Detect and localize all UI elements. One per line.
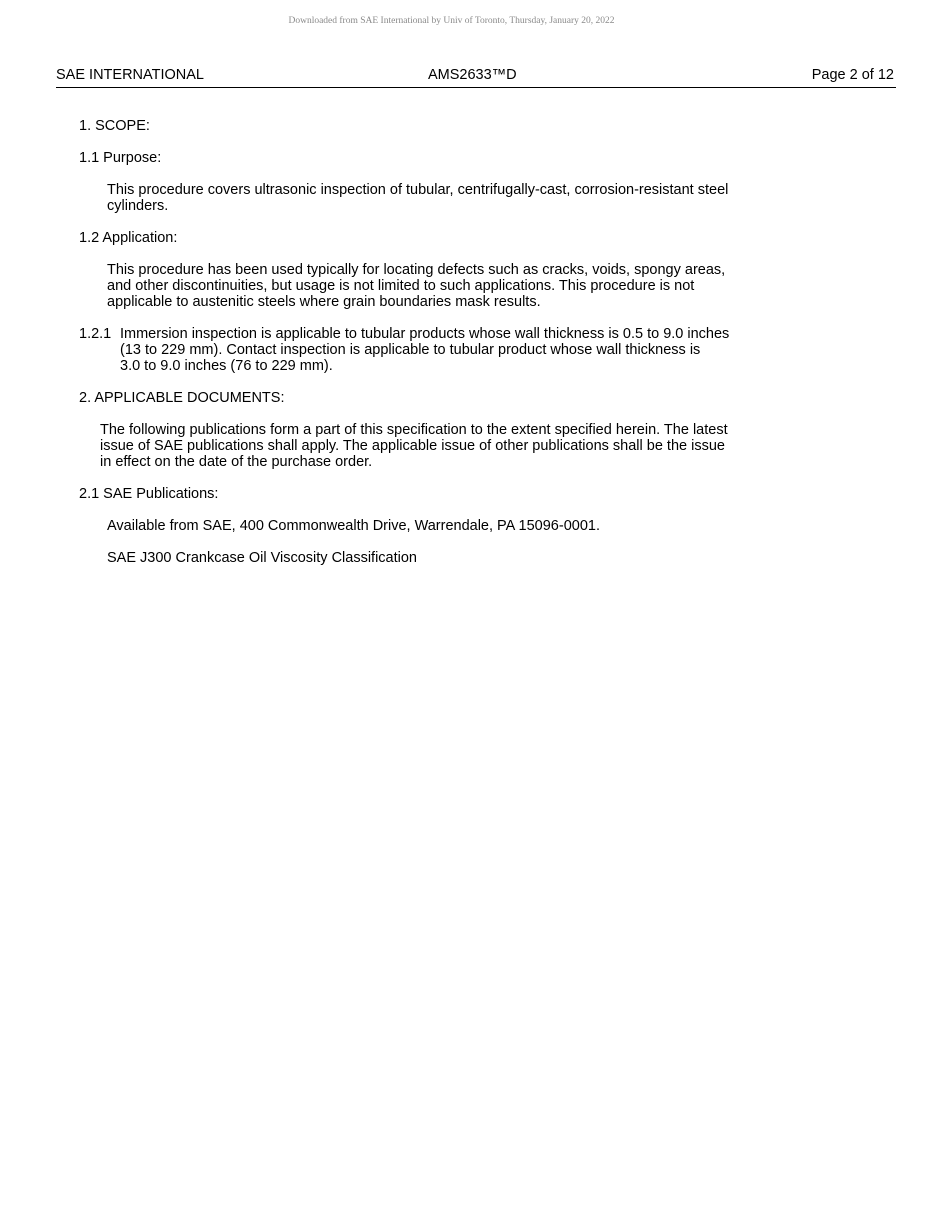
section-1-heading: 1. SCOPE: [79,118,150,134]
paragraph-line: (13 to 229 mm). Contact inspection is applicable to tubular product whose wall thickness is [120,342,701,358]
section-2-1-reference: SAE J300 Crankcase Oil Viscosity Classification [107,550,417,566]
paragraph-line: This procedure has been used typically for locating defects such as cracks, voids, spongy areas, [107,262,726,278]
header-document-id: AMS2633™D [428,67,517,83]
paragraph-line: applicable to austenitic steels where grain boundaries mask results. [107,294,541,310]
paragraph-line: issue of SAE publications shall apply. The applicable issue of other publications shall be the issue [100,438,725,454]
section-2-paragraph [100,422,790,470]
paragraph-line: The following publications form a part of this specification to the extent specified herein. The latest [100,422,728,438]
paragraph-line: Immersion inspection is applicable to tubular products whose wall thickness is 0.5 to 9.0 inches [120,326,730,342]
section-1-2-1-paragraph [120,326,780,374]
section-1-2-1 [79,326,950,374]
section-1-1-heading: 1.1 Purpose: [79,150,162,166]
running-header [56,67,896,88]
section-2-1-paragraph: Available from SAE, 400 Commonwealth Drive, Warrendale, PA 15096-0001. [107,518,600,534]
paragraph-line: 3.0 to 9.0 inches (76 to 229 mm). [120,358,333,374]
document-body [0,118,950,582]
paragraph-line: This procedure covers ultrasonic inspection of tubular, centrifugally-cast, corrosion-resistant steel [107,182,729,198]
section-1-2-paragraph [107,262,787,310]
section-2-heading: 2. APPLICABLE DOCUMENTS: [79,390,285,406]
section-2-1-heading: 2.1 SAE Publications: [79,486,219,502]
section-1-2-1-number: 1.2.1 [79,326,112,342]
paragraph-line: and other discontinuities, but usage is not limited to such applications. This procedure is not [107,278,695,294]
section-1-2-heading: 1.2 Application: [79,230,178,246]
header-organization: SAE INTERNATIONAL [56,67,204,83]
header-page-number: Page 2 of 12 [811,67,894,83]
download-watermark: Downloaded from SAE International by Univ of Toronto, Thursday, January 20, 2022 [288,16,615,26]
section-1-1-paragraph [107,182,787,214]
paragraph-line: in effect on the date of the purchase order. [100,454,373,470]
paragraph-line: cylinders. [107,198,169,214]
